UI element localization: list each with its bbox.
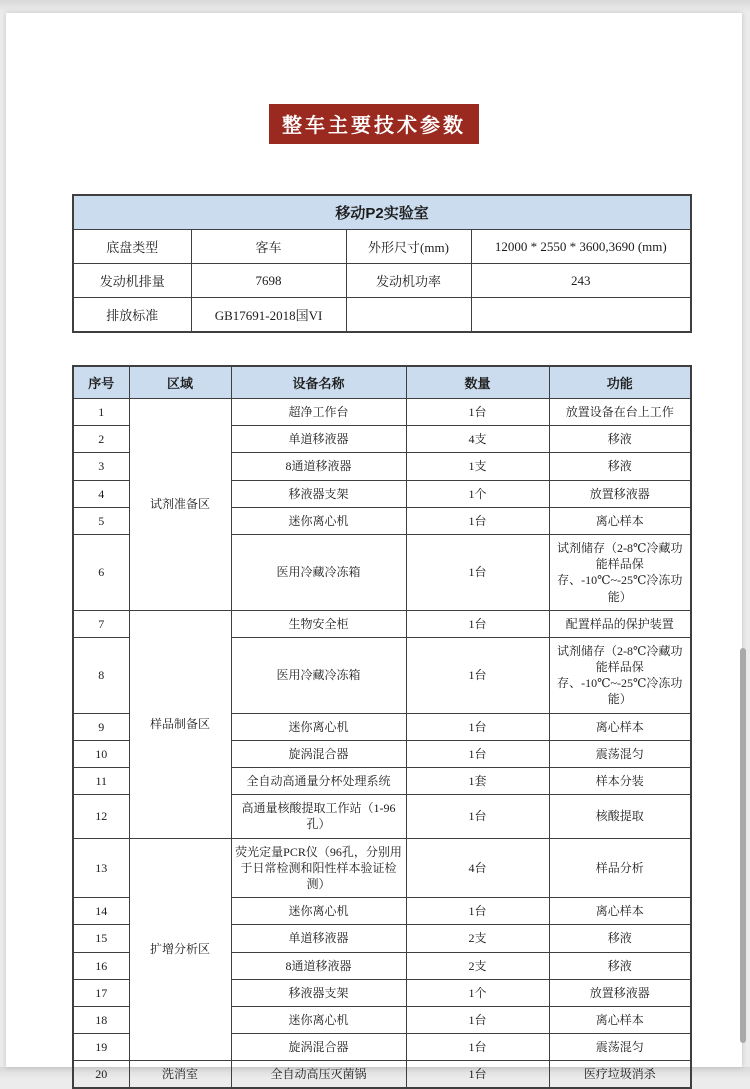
qty-cell: 1台 (406, 1061, 549, 1089)
title-container (6, 13, 742, 137)
page-title: 整车主要技术参数 (269, 104, 479, 144)
func-cell: 移液 (549, 426, 691, 453)
func-cell: 移液 (549, 952, 691, 979)
func-cell: 样本分装 (549, 768, 691, 795)
device-cell: 医用冷藏冷冻箱 (231, 534, 406, 610)
spec-row (73, 230, 691, 264)
seq-cell: 4 (73, 480, 129, 507)
spec-value (471, 298, 691, 333)
qty-cell: 1台 (406, 399, 549, 426)
document-sheet (6, 13, 742, 1082)
func-cell: 离心样本 (549, 1006, 691, 1033)
qty-cell: 1台 (406, 507, 549, 534)
spec-value: 12000 * 2550 * 3600,3690 (mm) (471, 230, 691, 264)
qty-cell: 1台 (406, 795, 549, 838)
seq-cell: 6 (73, 534, 129, 610)
device-cell: 移液器支架 (231, 480, 406, 507)
table-row (73, 399, 691, 426)
func-cell: 震荡混匀 (549, 1034, 691, 1061)
func-cell: 放置设备在台上工作 (549, 399, 691, 426)
qty-cell: 1台 (406, 534, 549, 610)
seq-cell: 15 (73, 925, 129, 952)
device-cell: 旋涡混合器 (231, 740, 406, 767)
qty-cell: 1台 (406, 1006, 549, 1033)
qty-cell: 4支 (406, 426, 549, 453)
seq-cell: 14 (73, 898, 129, 925)
func-cell: 配置样品的保护装置 (549, 610, 691, 637)
device-cell: 全自动高压灭菌锅 (231, 1061, 406, 1089)
spec-value: 7698 (191, 264, 346, 298)
device-cell: 超净工作台 (231, 399, 406, 426)
device-cell: 荧光定量PCR仪（96孔，分别用于日常检测和阳性样本验证检测） (231, 838, 406, 898)
func-cell: 核酸提取 (549, 795, 691, 838)
equipment-table (72, 365, 692, 1089)
device-cell: 生物安全柜 (231, 610, 406, 637)
seq-cell: 17 (73, 979, 129, 1006)
func-cell: 移液 (549, 925, 691, 952)
spec-header-row (73, 195, 691, 230)
area-cell: 扩增分析区 (129, 838, 231, 1061)
func-cell: 试剂储存（2-8℃冷藏功能样品保存、-10℃~-25℃冷冻功能） (549, 534, 691, 610)
func-cell: 试剂储存（2-8℃冷藏功能样品保存、-10℃~-25℃冷冻功能） (549, 637, 691, 713)
device-cell: 8通道移液器 (231, 952, 406, 979)
seq-cell: 1 (73, 399, 129, 426)
seq-cell: 2 (73, 426, 129, 453)
seq-cell: 19 (73, 1034, 129, 1061)
qty-cell: 1台 (406, 1034, 549, 1061)
spec-value: 243 (471, 264, 691, 298)
qty-cell: 1支 (406, 453, 549, 480)
seq-cell: 5 (73, 507, 129, 534)
device-cell: 高通量核酸提取工作站（1-96孔） (231, 795, 406, 838)
qty-cell: 2支 (406, 952, 549, 979)
device-cell: 单道移液器 (231, 925, 406, 952)
seq-cell: 9 (73, 713, 129, 740)
qty-cell: 4台 (406, 838, 549, 898)
seq-cell: 18 (73, 1006, 129, 1033)
table-row (73, 610, 691, 637)
spec-label (346, 298, 471, 333)
col-header-qty: 数量 (406, 366, 549, 399)
area-cell: 洗消室 (129, 1061, 231, 1089)
seq-cell: 12 (73, 795, 129, 838)
seq-cell: 3 (73, 453, 129, 480)
func-cell: 震荡混匀 (549, 740, 691, 767)
seq-cell: 20 (73, 1061, 129, 1089)
qty-cell: 1套 (406, 768, 549, 795)
spec-table-title: 移动P2实验室 (73, 195, 691, 230)
func-cell: 样品分析 (549, 838, 691, 898)
area-cell: 样品制备区 (129, 610, 231, 838)
qty-cell: 2支 (406, 925, 549, 952)
seq-cell: 11 (73, 768, 129, 795)
spec-label: 底盘类型 (73, 230, 191, 264)
seq-cell: 8 (73, 637, 129, 713)
device-cell: 旋涡混合器 (231, 1034, 406, 1061)
spec-label: 发动机排量 (73, 264, 191, 298)
spec-row (73, 264, 691, 298)
func-cell: 放置移液器 (549, 979, 691, 1006)
col-header-device: 设备名称 (231, 366, 406, 399)
qty-cell: 1个 (406, 979, 549, 1006)
col-header-seq: 序号 (73, 366, 129, 399)
seq-cell: 10 (73, 740, 129, 767)
spec-row (73, 298, 691, 333)
table-row (73, 1061, 691, 1089)
func-cell: 移液 (549, 453, 691, 480)
func-cell: 离心样本 (549, 898, 691, 925)
device-cell: 迷你离心机 (231, 1006, 406, 1033)
seq-cell: 16 (73, 952, 129, 979)
device-cell: 迷你离心机 (231, 898, 406, 925)
spec-label: 外形尺寸(mm) (346, 230, 471, 264)
qty-cell: 1台 (406, 610, 549, 637)
device-cell: 迷你离心机 (231, 507, 406, 534)
col-header-func: 功能 (549, 366, 691, 399)
spec-value: GB17691-2018国VI (191, 298, 346, 333)
spec-value: 客车 (191, 230, 346, 264)
table-row (73, 838, 691, 898)
func-cell: 离心样本 (549, 713, 691, 740)
device-cell: 移液器支架 (231, 979, 406, 1006)
scrollbar-thumb[interactable] (740, 648, 746, 1043)
col-header-area: 区域 (129, 366, 231, 399)
spec-label: 发动机功率 (346, 264, 471, 298)
equipment-header-row (73, 366, 691, 399)
qty-cell: 1台 (406, 898, 549, 925)
func-cell: 医疗垃圾消杀 (549, 1061, 691, 1089)
qty-cell: 1台 (406, 713, 549, 740)
qty-cell: 1台 (406, 740, 549, 767)
device-cell: 全自动高通量分杯处理系统 (231, 768, 406, 795)
device-cell: 8通道移液器 (231, 453, 406, 480)
func-cell: 离心样本 (549, 507, 691, 534)
device-cell: 医用冷藏冷冻箱 (231, 637, 406, 713)
qty-cell: 1台 (406, 637, 549, 713)
spec-label: 排放标准 (73, 298, 191, 333)
device-cell: 单道移液器 (231, 426, 406, 453)
qty-cell: 1个 (406, 480, 549, 507)
seq-cell: 7 (73, 610, 129, 637)
seq-cell: 13 (73, 838, 129, 898)
vehicle-spec-table (72, 194, 692, 333)
area-cell: 试剂准备区 (129, 399, 231, 611)
device-cell: 迷你离心机 (231, 713, 406, 740)
func-cell: 放置移液器 (549, 480, 691, 507)
